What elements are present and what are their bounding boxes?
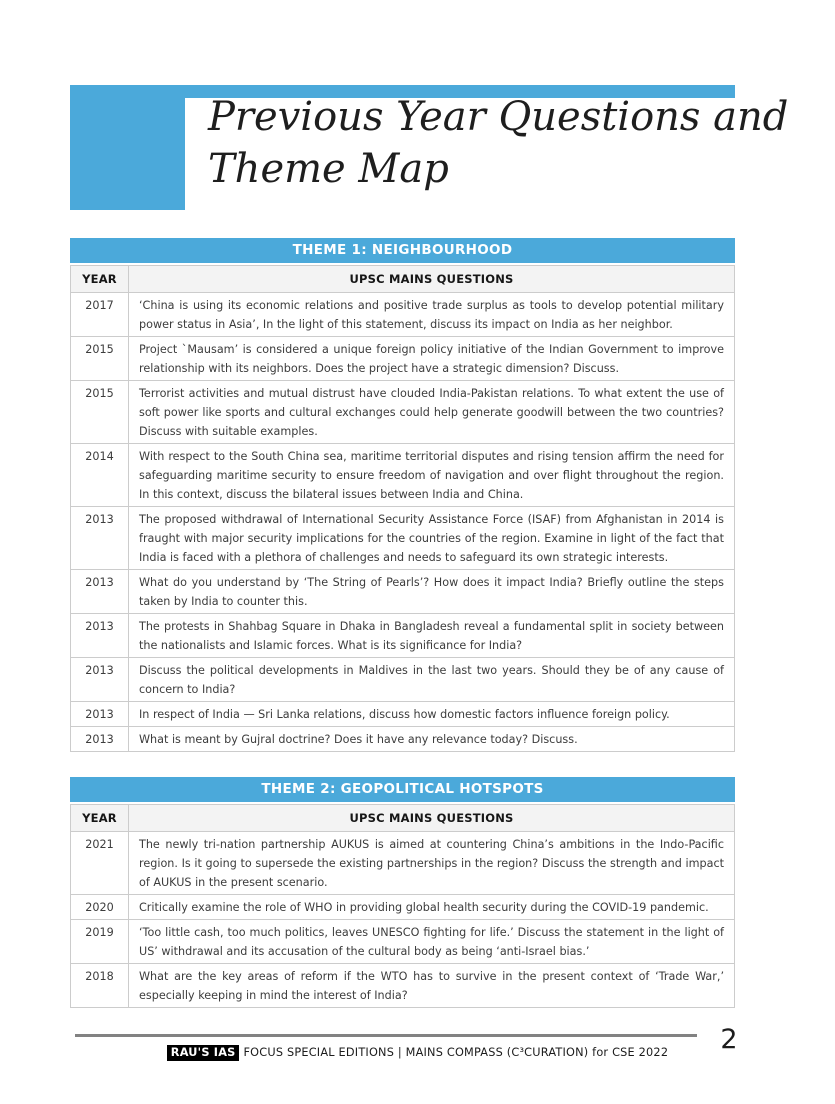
table-row: [71, 507, 735, 570]
page-number: 2: [720, 1024, 738, 1055]
theme-2-section: [70, 777, 735, 1008]
column-header-year: YEAR: [71, 266, 129, 293]
question-cell: The newly tri-nation partnership AUKUS is aimed at countering China’s ambitions in the Indo-Pacific region. Is it going to supersede the existing partnerships in the region? Discuss the strength and impact of AUKUS in the present scenario.: [129, 832, 735, 895]
column-header-questions: UPSC MAINS QUESTIONS: [129, 805, 735, 832]
question-cell: Critically examine the role of WHO in providing global health security during the COVID-19 pandemic.: [129, 895, 735, 920]
year-cell: 2013: [71, 727, 129, 752]
table-row: [71, 570, 735, 614]
table-row: [71, 658, 735, 702]
table-row: [71, 895, 735, 920]
footer-rule: [75, 1034, 697, 1037]
table-row: [71, 444, 735, 507]
page-title-line1: Previous Year Questions and: [208, 94, 789, 140]
table-row: [71, 964, 735, 1008]
year-cell: 2013: [71, 507, 129, 570]
question-cell: What do you understand by ‘The String of Pearls’? How does it impact India? Briefly outline the steps taken by India to counter this.: [129, 570, 735, 614]
footer-text: [0, 1046, 835, 1059]
brand-badge: RAU'S IAS: [167, 1045, 240, 1061]
theme-1-header-row: [71, 266, 735, 293]
header-accent-block: [70, 85, 185, 210]
table-row: [71, 920, 735, 964]
question-cell: Discuss the political developments in Maldives in the last two years. Should they be of any cause of concern to India?: [129, 658, 735, 702]
table-row: [71, 293, 735, 337]
year-cell: 2021: [71, 832, 129, 895]
year-cell: 2020: [71, 895, 129, 920]
table-row: [71, 614, 735, 658]
theme-1-table: [70, 265, 735, 752]
year-cell: 2015: [71, 381, 129, 444]
year-cell: 2017: [71, 293, 129, 337]
question-cell: With respect to the South China sea, maritime territorial disputes and rising tension affirm the need for safeguarding maritime security to ensure freedom of navigation and over flight throughout the region. In this context, discuss the bilateral issues between India and China.: [129, 444, 735, 507]
theme-1-title: THEME 1: NEIGHBOURHOOD: [70, 238, 735, 263]
year-cell: 2019: [71, 920, 129, 964]
table-row: [71, 727, 735, 752]
theme-1-section: [70, 238, 735, 752]
theme-2-header-row: [71, 805, 735, 832]
year-cell: 2018: [71, 964, 129, 1008]
year-cell: 2015: [71, 337, 129, 381]
question-cell: Terrorist activities and mutual distrust have clouded India-Pakistan relations. To what extent the use of soft power like sports and cultural exchanges could help generate goodwill between the two countries? Discuss with suitable examples.: [129, 381, 735, 444]
year-cell: 2014: [71, 444, 129, 507]
question-cell: Project `Mausam’ is considered a unique foreign policy initiative of the Indian Government to improve relationship with its neighbors. Does the project have a strategic dimension? Discuss.: [129, 337, 735, 381]
page-header: [70, 85, 789, 210]
theme-2-title: THEME 2: GEOPOLITICAL HOTSPOTS: [70, 777, 735, 802]
question-cell: ‘Too little cash, too much politics, leaves UNESCO fighting for life.’ Discuss the statement in the light of US’ withdrawal and its accusation of the cultural body as being ‘anti-Israel bias.’: [129, 920, 735, 964]
page-title: [208, 91, 788, 195]
question-cell: The protests in Shahbag Square in Dhaka in Bangladesh reveal a fundamental split in society between the nationalists and Islamic forces. What is its significance for India?: [129, 614, 735, 658]
year-cell: 2013: [71, 702, 129, 727]
question-cell: The proposed withdrawal of International Security Assistance Force (ISAF) from Afghanistan in 2014 is fraught with major security implications for the countries of the region. Examine in light of the fact that India is faced with a plethora of challenges and needs to safeguard its own strategic interests.: [129, 507, 735, 570]
question-cell: What are the key areas of reform if the WTO has to survive in the present context of ‘Trade War,’ especially keeping in mind the interest of India?: [129, 964, 735, 1008]
theme-2-table: [70, 804, 735, 1008]
column-header-year: YEAR: [71, 805, 129, 832]
year-cell: 2013: [71, 614, 129, 658]
question-cell: What is meant by Gujral doctrine? Does it have any relevance today? Discuss.: [129, 727, 735, 752]
table-row: [71, 337, 735, 381]
page-title-line2: Theme Map: [208, 146, 449, 192]
table-row: [71, 832, 735, 895]
table-row: [71, 381, 735, 444]
column-header-questions: UPSC MAINS QUESTIONS: [129, 266, 735, 293]
question-cell: In respect of India — Sri Lanka relations, discuss how domestic factors influence foreign policy.: [129, 702, 735, 727]
year-cell: 2013: [71, 570, 129, 614]
table-row: [71, 702, 735, 727]
year-cell: 2013: [71, 658, 129, 702]
page-content: [70, 238, 735, 1008]
footer-caption: FOCUS SPECIAL EDITIONS | MAINS COMPASS (C³CURATION) for CSE 2022: [243, 1046, 669, 1059]
question-cell: ‘China is using its economic relations and positive trade surplus as tools to develop potential military power status in Asia’, In the light of this statement, discuss its impact on India as her neighbor.: [129, 293, 735, 337]
